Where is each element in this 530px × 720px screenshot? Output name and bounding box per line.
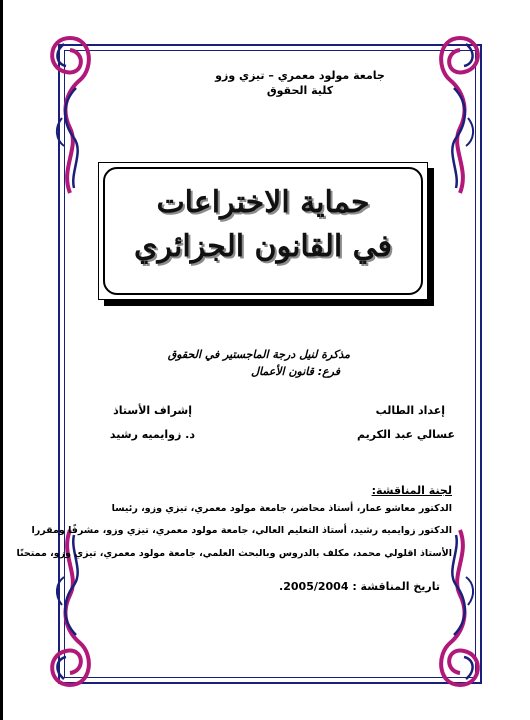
corner-ornament-icon	[430, 28, 490, 203]
corner-ornament-icon	[40, 28, 100, 203]
branch-statement: فرع: قانون الأعمال	[251, 365, 340, 378]
student-name: عسالي عبد الكريم	[356, 428, 455, 441]
degree-statement: مذكرة لنيل درجة الماجستير في الحقوق	[167, 348, 350, 361]
corner-ornament-icon	[40, 520, 100, 695]
committee-member: الدكتور معاشو عمار، أستاذ محاضر، جامعة مولود معمري، تيزي وزو، رئيسا	[111, 503, 452, 514]
corner-ornament-icon	[430, 520, 490, 695]
prepared-by-label: إعداد الطالب	[375, 404, 445, 417]
page-edge-rule	[0, 0, 3, 720]
faculty-name: كلية الحقوق	[266, 84, 334, 97]
title-line-2: في القانون الجزائري	[133, 229, 393, 264]
title-line-1: حماية الاختراعات	[156, 185, 370, 220]
committee-member: الدكتور زوايميه رشيد، أستاذ التعليم العالي، جامعة مولود معمري، تيزي وزو، مشرفًا ومقررا	[31, 525, 452, 536]
title-box	[98, 162, 428, 300]
supervisor-label: إشراف الأستاذ	[113, 404, 192, 417]
committee-title: لجنة المناقشة:	[371, 484, 452, 497]
defense-date: تاريخ المناقشة : 2005/2004.	[279, 580, 440, 593]
university-header	[150, 68, 450, 98]
university-name: جامعة مولود معمري – تيزي وزو	[215, 69, 385, 82]
supervisor-name: د. زوايميه رشيد	[109, 428, 195, 441]
committee-member: الأستاذ اقلولي محمد، مكلف بالدروس وبالبحث العلمي، جامعة مولود معمري، تيزي وزو، ممتحنًا	[16, 548, 452, 559]
